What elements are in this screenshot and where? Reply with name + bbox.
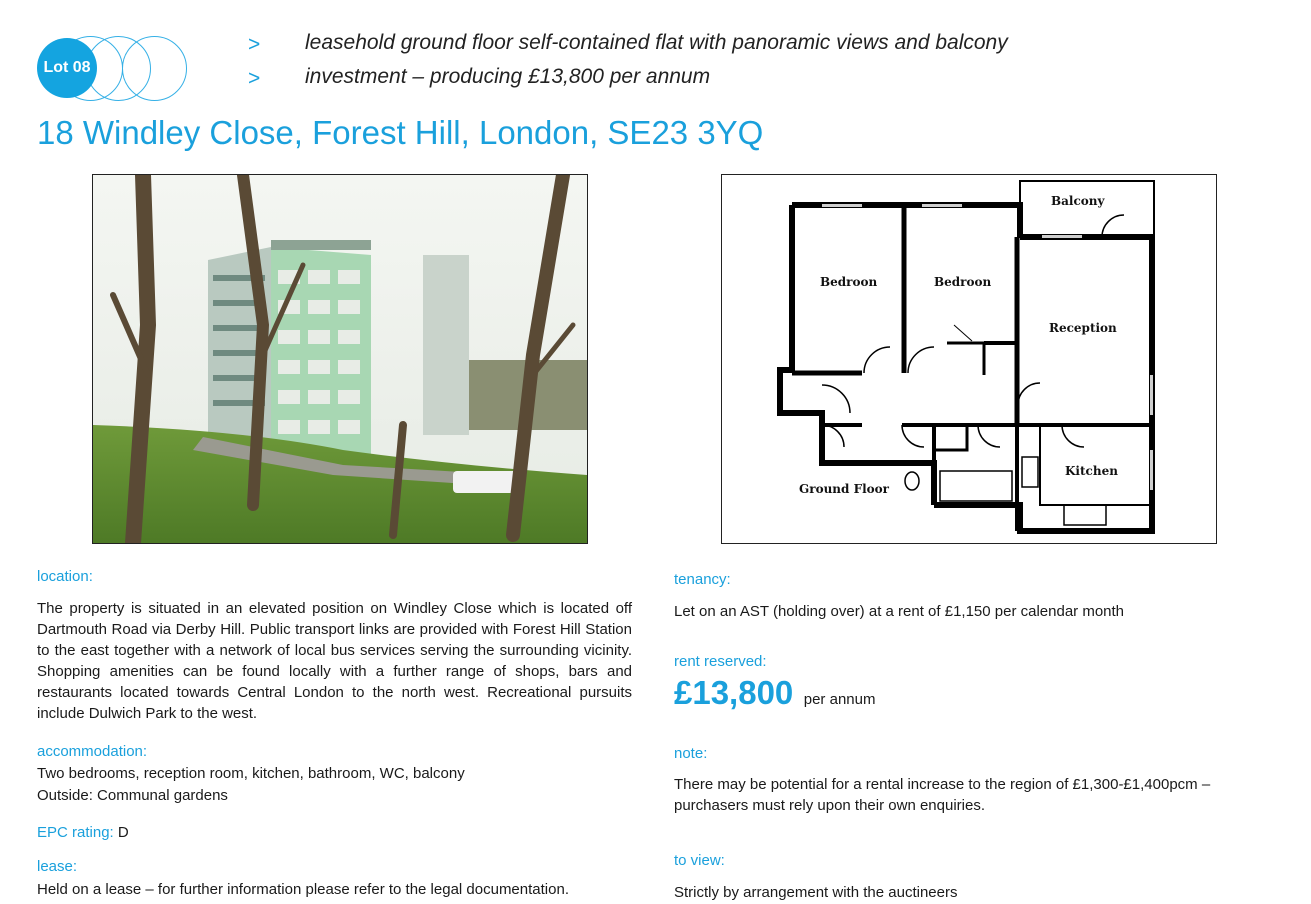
location-text: The property is situated in an elevated position on Windley Close which is located off Dartmouth Road via Derby Hill. Public transport links are provided with Forest Hill Station to the east together with a network of local bus services serving the surrounding vicinity. Shopping amenities can be found locally with a further range of shops, bars and restaurants located towards Central London to the north west. Recreational pursuits include Dulwich Park to the west.	[37, 600, 632, 722]
property-address-title: 18 Windley Close, Forest Hill, London, SE23 3YQ	[37, 114, 764, 151]
floor-plan-drawing	[722, 175, 1216, 543]
lease-text: Held on a lease – for further information please refer to the legal documentation.	[37, 881, 569, 898]
bullet-investment: investment – producing £13,800 per annum	[305, 65, 711, 88]
bullet-leasehold: leasehold ground floor self-contained flat with panoramic views and balcony	[305, 31, 1008, 54]
tenancy-text: Let on an AST (holding over) at a rent of £1,150 per calendar month	[674, 603, 1125, 620]
to-view-text: Strictly by arrangement with the auctineers	[674, 884, 958, 901]
bullet-chevron-icon: >	[248, 67, 261, 90]
rent-value: £13,800	[674, 674, 794, 711]
room-label-balcony: Balcony	[1051, 194, 1105, 208]
room-label-reception: Reception	[1049, 321, 1117, 335]
to-view-heading: to view:	[674, 852, 725, 869]
lease-heading: lease:	[37, 858, 78, 875]
bullet-chevron-icon: >	[248, 33, 261, 56]
lot-badge: Lot 08	[37, 38, 97, 98]
rent-reserved-heading: rent reserved:	[674, 653, 767, 670]
accommodation-heading: accommodation:	[37, 743, 148, 760]
rent-amount	[674, 674, 875, 712]
room-label-kitchen: Kitchen	[1065, 464, 1118, 478]
epc-value: D	[117, 824, 129, 841]
epc-label: EPC rating:	[37, 824, 114, 841]
epc-rating	[37, 822, 129, 843]
note-text: There may be potential for a rental increase to the region of £1,300-£1,400pcm – purchasers must rely upon their own enquiries.	[674, 776, 1211, 814]
property-photo	[92, 174, 588, 544]
accommodation-line-1: Two bedrooms, reception room, kitchen, bathroom, WC, balcony	[37, 765, 465, 782]
location-heading: location:	[37, 568, 93, 585]
lot-ring-decoration	[122, 36, 187, 101]
room-label-bedroom-1: Bedroon	[820, 275, 878, 289]
tower-block-photo-illustration	[93, 175, 587, 543]
floor-plan	[721, 174, 1217, 544]
floor-label-ground-floor: Ground Floor	[799, 482, 889, 496]
rent-unit: per annum	[803, 691, 876, 708]
room-label-bedroom-2: Bedroon	[934, 275, 992, 289]
accommodation-line-2: Outside: Communal gardens	[37, 787, 228, 804]
note-heading: note:	[674, 745, 708, 762]
tenancy-heading: tenancy:	[674, 571, 731, 588]
